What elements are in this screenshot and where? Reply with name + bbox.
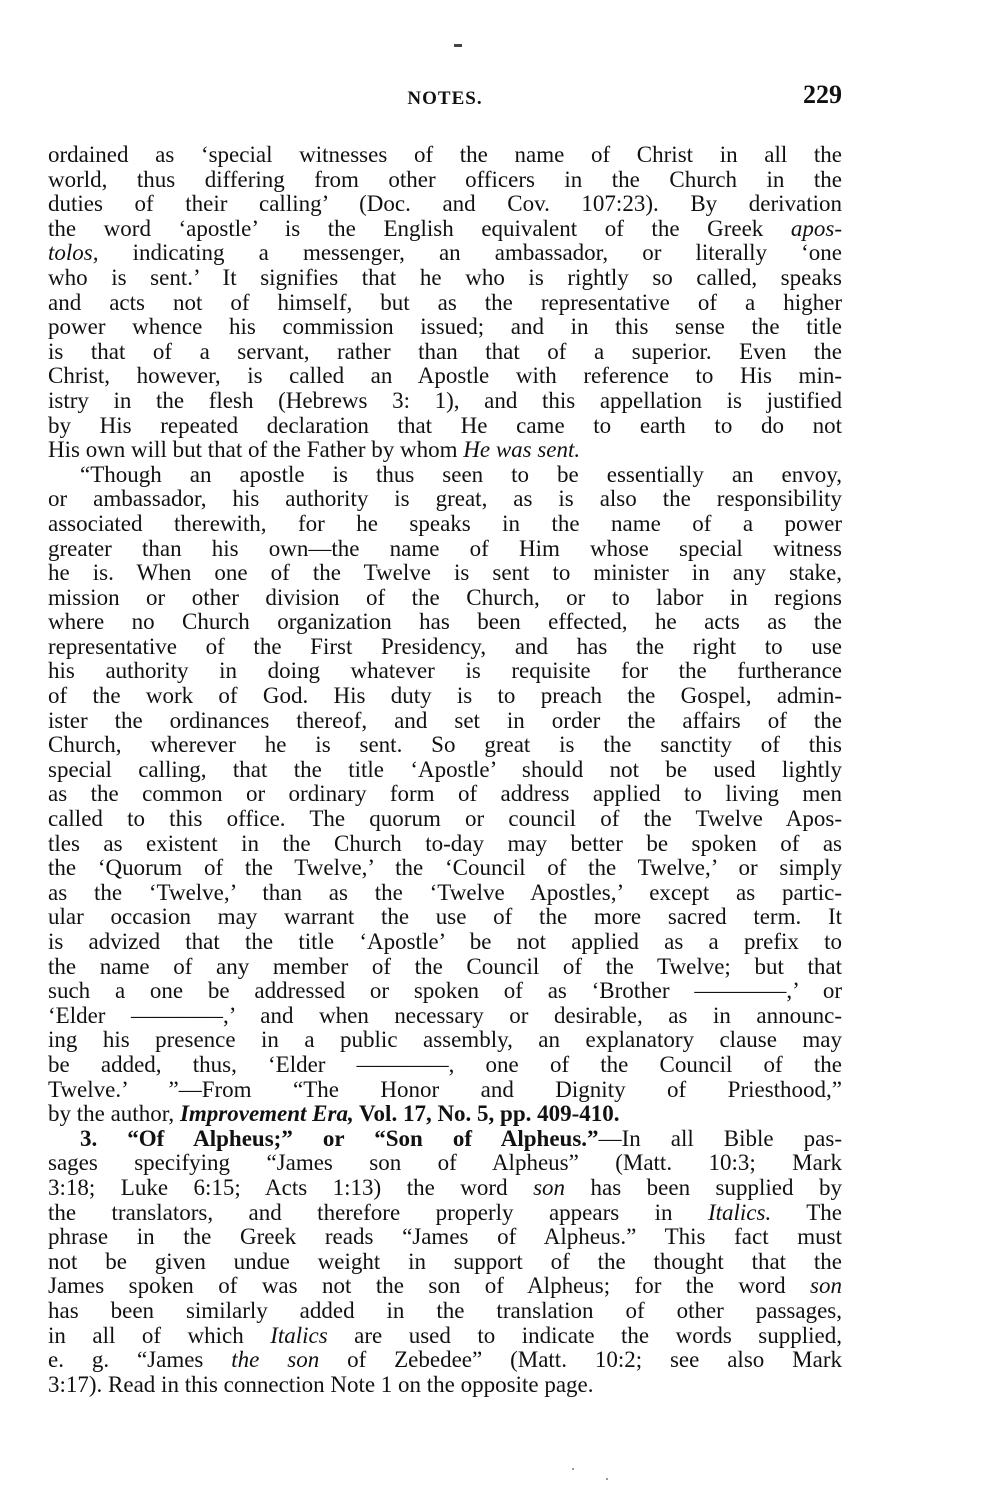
- text-line: is advized that the title ‘Apostle’ be not applied as a prefix to: [48, 929, 842, 954]
- text-line: in all of which Italics are used to indicate the words supplied,: [48, 1322, 842, 1348]
- text-line: His own will but that of the Father by whom He was sent.: [48, 437, 581, 463]
- print-speck: [606, 1478, 608, 1480]
- text-line: “Though an apostle is thus seen to be essentially an envoy,: [80, 461, 842, 487]
- text-line: James spoken of was not the son of Alpheus; for the word son: [48, 1273, 842, 1299]
- text-line: associated therewith, for he speaks in the name of a power: [48, 510, 842, 536]
- note-heading-line: 3. “Of Alpheus;” or “Son of Alpheus.”—In all Bible pas-: [80, 1125, 842, 1151]
- text-line: ular occasion may warrant the use of the more sacred term. It: [48, 904, 842, 930]
- page-number: 229: [803, 80, 842, 109]
- print-speck: [454, 44, 462, 47]
- text-line: such a one be addressed or spoken of as ‘Brother ————,’ or: [48, 978, 842, 1004]
- text-line: as the common or ordinary form of address applied to living men: [48, 781, 842, 807]
- text-line: by the author, Improvement Era, Vol. 17, No. 5, pp. 409-410.: [48, 1101, 620, 1127]
- text-line: the translators, and therefore properly appears in Italics. The: [48, 1199, 842, 1225]
- body-text: [48, 143, 842, 1397]
- text-line: or ambassador, his authority is great, as is also the responsibility: [48, 486, 842, 512]
- text-line: special calling, that the title ‘Apostle’ should not be used lightly: [48, 756, 842, 782]
- source-reference: Vol. 17, No. 5, pp. 409-410.: [353, 1101, 620, 1127]
- text-line: 3:18; Luke 6:15; Acts 1:13) the word son has been supplied by: [48, 1174, 842, 1200]
- text-line: istry in the flesh (Hebrews 3: 1), and this appellation is justified: [48, 387, 842, 413]
- text-line: ‘Elder ————,’ and when necessary or desirable, as in announc-: [48, 1002, 842, 1028]
- text-line: is that of a servant, rather than that of a superior. Even the: [48, 338, 842, 364]
- text-line: by His repeated declaration that He came to earth to do not: [48, 412, 842, 438]
- text-line: representative of the First Presidency, and has the right to use: [48, 633, 842, 659]
- text-line: the name of any member of the Council of the Twelve; but that: [48, 953, 842, 979]
- text-line: power whence his commission issued; and in this sense the title: [48, 314, 842, 340]
- text-line: Church, wherever he is sent. So great is the sanctity of this: [48, 732, 842, 758]
- print-speck: [572, 1468, 574, 1470]
- text-line: tolos, indicating a messenger, an ambassador, or literally ‘one: [48, 240, 842, 266]
- text-line: tles as existent in the Church to-day may better be spoken of as: [48, 830, 842, 856]
- text-line: has been similarly added in the translation of other passages,: [48, 1297, 842, 1323]
- text-line: duties of their calling’ (Doc. and Cov. 107:23). By derivation: [48, 191, 842, 217]
- text-line: Twelve.’ ”—From “The Honor and Dignity of Priesthood,”: [48, 1076, 842, 1102]
- text-line: called to this office. The quorum or council of the Twelve Apos-: [48, 806, 842, 832]
- note-heading: “Of Alpheus;” or “Son of Alpheus.”: [127, 1125, 599, 1151]
- text-line: ordained as ‘special witnesses of the name of Christ in all the: [48, 142, 842, 167]
- text-line: greater than his own—the name of Him whose special witness: [48, 535, 842, 561]
- text-line: the ‘Quorum of the Twelve,’ the ‘Council of the Twelve,’ or simply: [48, 855, 842, 881]
- text-line: who is sent.’ It signifies that he who is rightly so called, speaks: [48, 264, 842, 290]
- text-line: e. g. “James the son of Zebedee” (Matt. 10:2; see also Mark: [48, 1347, 842, 1373]
- text-line: Christ, however, is called an Apostle with reference to His min-: [48, 363, 842, 389]
- running-head: [48, 80, 842, 120]
- text-line: mission or other division of the Church, or to labor in regions: [48, 584, 842, 610]
- text-line: as the ‘Twelve,’ than as the ‘Twelve Apostles,’ except as partic-: [48, 879, 842, 905]
- text-line: the word ‘apostle’ is the English equivalent of the Greek apos-: [48, 215, 842, 241]
- text-line: his authority in doing whatever is requisite for the furtherance: [48, 658, 842, 684]
- greek-word: apos-: [790, 215, 842, 241]
- text-line: world, thus differing from other officers in the Church in the: [48, 166, 842, 192]
- emphasis: He was sent.: [463, 437, 581, 463]
- text-line: phrase in the Greek reads “James of Alpheus.” This fact must: [48, 1224, 842, 1250]
- greek-word: tolos,: [48, 240, 99, 266]
- text-line: 3:17). Read in this connection Note 1 on the opposite page.: [48, 1371, 594, 1397]
- text-line: not be given undue weight in support of the thought that the: [48, 1248, 842, 1274]
- text-line: sages specifying “James son of Alpheus” (Matt. 10:3; Mark: [48, 1150, 842, 1176]
- text-line: ing his presence in a public assembly, an explanatory clause may: [48, 1027, 842, 1053]
- text-line: be added, thus, ‘Elder ————, one of the Council of the: [48, 1051, 842, 1077]
- note-number: 3.: [80, 1125, 98, 1151]
- text-line: of the work of God. His duty is to preach the Gospel, admin-: [48, 683, 842, 709]
- text-line: where no Church organization has been effected, he acts as the: [48, 609, 842, 635]
- text-line: and acts not of himself, but as the representative of a higher: [48, 289, 842, 315]
- running-title: NOTES.: [407, 88, 483, 109]
- text-line: ister the ordinances thereof, and set in order the affairs of the: [48, 707, 842, 733]
- text-line: he is. When one of the Twelve is sent to minister in any stake,: [48, 560, 842, 586]
- source-title: Improvement Era,: [179, 1101, 354, 1127]
